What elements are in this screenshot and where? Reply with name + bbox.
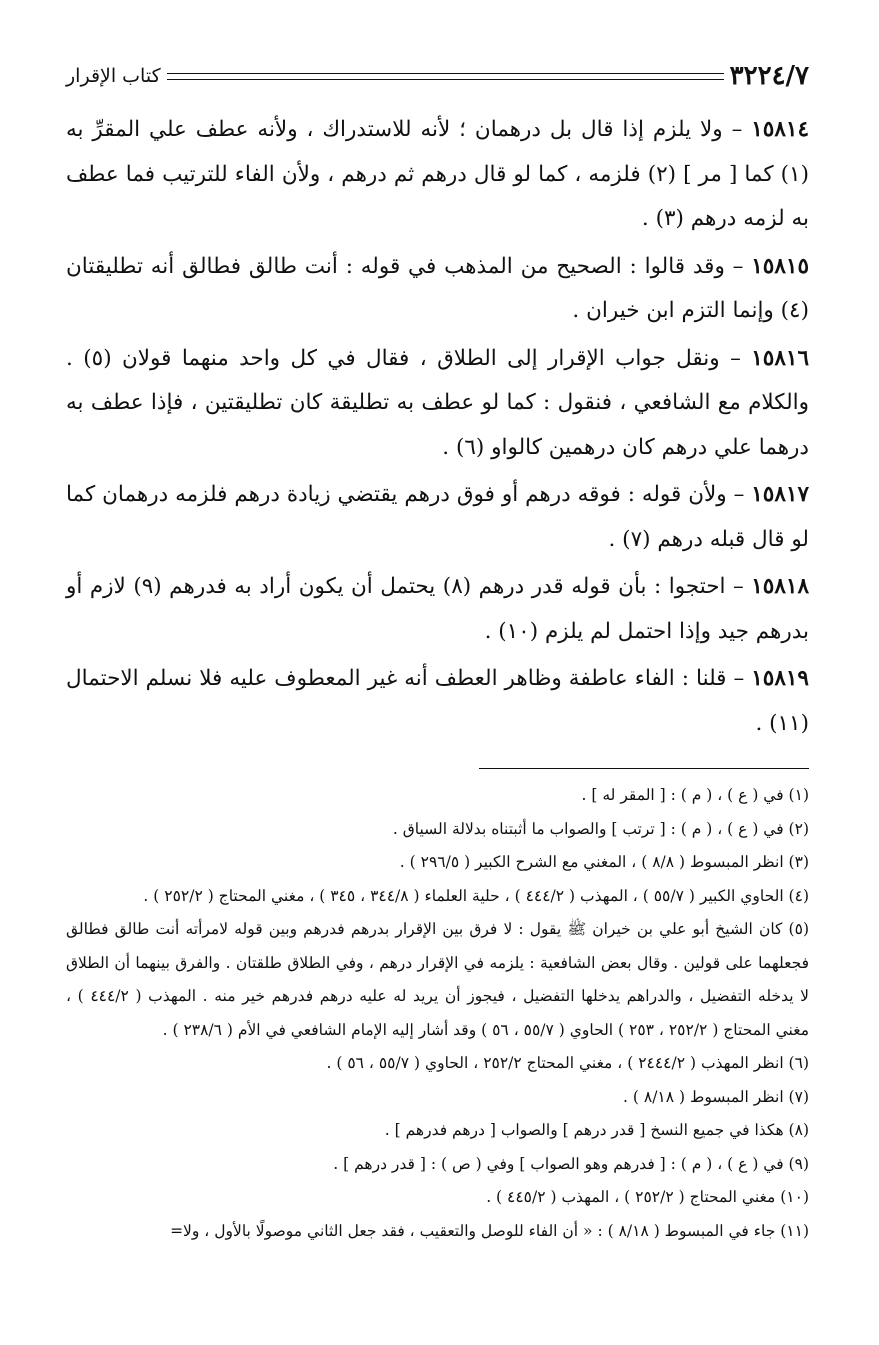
paragraph-text: – وقد قالوا : الصحيح من المذهب في قوله : أنت طالق فطالق أنه تطليقتان (٤) وإنما التزم ابن خيران . — [66, 253, 809, 323]
paragraph — [66, 108, 809, 242]
page-number: ٣٢٢٤/٧ — [729, 61, 809, 91]
paragraph-text: – ونقل جواب الإقرار إلى الطلاق ، فقال في كل واحد منهما قولان (٥) . والكلام مع الشافعي ، فنقول : كما لو عطف به تطليقة كان تطليقتين ، فإذا عطف به درهما علي درهم كان درهمين كالواو (٦) . — [66, 345, 809, 460]
paragraph-number: ١٥٨١٤ — [751, 117, 809, 142]
footnote: (١٠) مغني المحتاج ( ٢٥٢/٢ ) ، المهذب ( ٤٤٥/٢ ) . — [486, 1188, 809, 1206]
footnote: (٧) انظر المبسوط ( ٨/١٨ ) . — [623, 1087, 809, 1106]
page-header — [66, 58, 809, 94]
footnote: (١) في ( ع ) ، ( م ) : [ المقر له ] . — [581, 786, 809, 804]
main-text — [66, 108, 809, 746]
paragraph-number: ١٥٨١٧ — [751, 482, 809, 507]
footnote: (٥) كان الشيخ أبو علي بن خيران ﷺ يقول : لا فرق بين الإقرار بدرهم فدرهم وبين قوله لامرأته أنت طالق فطالق فجعلهما على قولين . وقال بعض الشافعية : يلزمه في الإقرار درهم ، وفي الطلاق طلقتان . والفرق بينهما أن الطلاق لا يدخله التفضيل ، والدراهم يدخلها التفضيل ، فيجوز أن يريد له عليه درهم فدرهم خير منه . المهذب ( ٤٤٤/٢ ) ، مغني المحتاج ( ٢٥٢/٢ ، ٢٥٣ ) الحاوي ( ٥٥/٧ ، ٥٦ ) وقد أشار إليه الإمام الشافعي في الأم ( ٢٣٨/٦ ) . — [66, 920, 810, 1039]
footnote: (٩) في ( ع ) ، ( م ) : [ فدرهم وهو الصواب ] وفي ( ص ) : [ قدر درهم ] . — [333, 1154, 809, 1173]
footnote: (٣) انظر المبسوط ( ٨/٨ ) ، المغني مع الشرح الكبير ( ٢٩٦/٥ ) . — [399, 853, 809, 871]
paragraph-number: ١٥٨١٥ — [751, 253, 809, 279]
paragraph-number: ١٥٨١٦ — [751, 345, 809, 371]
paragraph — [66, 337, 809, 471]
footnote: (٤) الحاوي الكبير ( ٥٥/٧ ) ، المهذب ( ٤٤٤/٢ ) ، حلية العلماء ( ٣٤٤/٨ ، ٣٤٥ ) ، مغني المحتاج ( ٢٥٢/٢ ) . — [143, 886, 809, 905]
running-title: كتاب الإقرار — [66, 65, 161, 87]
footnote: (٨) هكذا في جميع النسخ [ قدر درهم ] والصواب [ درهم فدرهم ] . — [384, 1121, 809, 1139]
footnote: (٦) انظر المهذب ( ٢٤٤٤/٢ ) ، مغني المحتاج ٢٥٢/٢ ، الحاوي ( ٥٥/٧ ، ٥٦ ) . — [326, 1054, 809, 1072]
paragraph-text: – ولا يلزم إذا قال بل درهمان ؛ لأنه للاستدراك ، ولأنه عطف علي المقرِّ به (١) كما [ مر ] (٢) فلزمه ، كما لو قال درهم ثم درهم ، ولأن الفاء للترتيب فما عطف به لزمه درهم (٣) . — [66, 117, 809, 231]
paragraph-text: – قلنا : الفاء عاطفة وظاهر العطف أنه غير المعطوف عليه فلا نسلم الاحتمال (١١) . — [66, 666, 809, 736]
paragraph — [66, 657, 809, 746]
footnote-separator — [479, 768, 809, 769]
footnotes — [66, 779, 809, 1248]
paragraph — [66, 245, 809, 334]
paragraph — [66, 565, 809, 654]
header-rule — [167, 73, 724, 80]
paragraph-text: – احتجوا : بأن قوله قدر درهم (٨) يحتمل أن يكون أراد به فدرهم (٩) لازم أو بدرهم جيد وإذا احتمل لم يلزم (١٠) . — [66, 574, 809, 644]
footnote: (٢) في ( ع ) ، ( م ) : [ ترتب ] والصواب ما أثبتناه بدلالة السياق . — [392, 819, 809, 838]
footnote: (١١) جاء في المبسوط ( ٨/١٨ ) : « أن الفاء للوصل والتعقيب ، فقد جعل الثاني موصولًا بالأول ، ولا= — [170, 1221, 809, 1240]
paragraph-number: ١٥٨١٩ — [751, 666, 809, 691]
paragraph-text: – ولأن قوله : فوقه درهم أو فوق درهم يقتضي زيادة درهم فلزمه درهمان كما لو قال قبله درهم (٧) . — [66, 482, 809, 552]
paragraph — [66, 473, 809, 562]
paragraph-number: ١٥٨١٨ — [751, 574, 809, 599]
